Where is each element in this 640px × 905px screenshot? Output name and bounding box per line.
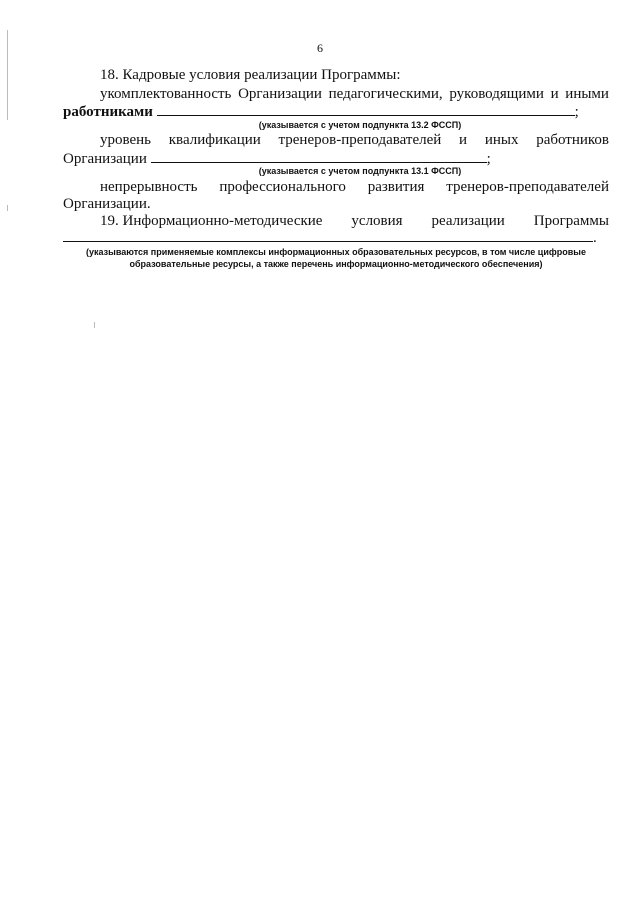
word: иных (484, 132, 519, 148)
word: укомплектованность (100, 86, 232, 102)
section-19-note-line-2: образовательные ресурсы, а также перечень информационно-методического обеспечения) (129, 259, 543, 269)
word: Программы (533, 213, 609, 229)
word: и (459, 132, 468, 148)
staffing-fill-line (157, 102, 575, 116)
section-18-heading: 18. Кадровые условия реализации Программы: (100, 67, 401, 83)
word: Организации (238, 86, 322, 102)
word: педагогическими, (328, 86, 443, 102)
word: уровень (100, 132, 152, 148)
section-19-fill (63, 228, 609, 247)
word: квалификации (168, 132, 261, 148)
word: профессионального (219, 179, 346, 195)
development-line-1 (100, 178, 609, 196)
word: тренеров-преподавателей (278, 132, 442, 148)
scan-speck (7, 205, 8, 211)
staffing-end: ; (574, 104, 579, 120)
staffing-note: (указывается с учетом подпункта 13.2 ФССП) (258, 120, 462, 130)
word: реализации (431, 213, 505, 229)
word: руководящими (449, 86, 544, 102)
word: иными (565, 86, 609, 102)
word: непрерывность (100, 179, 198, 195)
scan-speck (94, 322, 95, 328)
word: развития (367, 179, 425, 195)
qualification-label: Организации (63, 151, 147, 167)
word: условия (351, 213, 403, 229)
word: тренеров-преподавателей (446, 179, 609, 195)
qualification-line-1 (100, 131, 609, 149)
section-19-end: . (593, 230, 597, 246)
page-number: 6 (317, 41, 323, 55)
development-line-2: Организации. (63, 196, 151, 212)
word: 19. Информационно-методические (100, 213, 323, 229)
staffing-label: работниками (63, 104, 153, 120)
word: и (550, 86, 559, 102)
qualification-note: (указывается с учетом подпункта 13.1 ФССП) (258, 166, 462, 176)
section-19-fill-line (63, 228, 593, 242)
staffing-line-1 (100, 85, 609, 103)
section-19-note-line-1: (указываются применяемые комплексы информационных образовательных ресурсов, в том числе цифровые (86, 247, 586, 257)
word: работников (536, 132, 609, 148)
qualification-fill-line (151, 149, 487, 163)
qualification-end: ; (486, 151, 491, 167)
